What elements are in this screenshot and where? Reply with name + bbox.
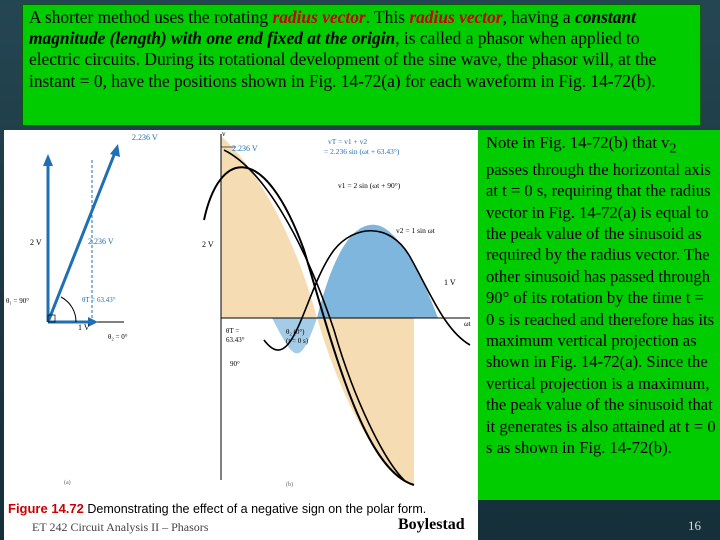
phasor-magnitude-top: 2.236 V bbox=[132, 133, 158, 142]
phasor-theta2: θ₂ = 0° bbox=[108, 333, 128, 341]
radius-vector-term-1: radius vector bbox=[272, 7, 366, 27]
figure-svg bbox=[4, 130, 478, 494]
radius-vector-term-2: radius vector bbox=[409, 7, 503, 27]
wave-thetaT-a: θT = bbox=[226, 327, 240, 335]
v1-equation: v1 = 2 sin (ωt + 90°) bbox=[338, 181, 401, 190]
page-number: 16 bbox=[688, 518, 701, 533]
wave-theta2-b: (t = 0 s) bbox=[286, 337, 309, 345]
intro-text-box bbox=[22, 4, 701, 126]
wave-theta2-a: θ₂ (0°) bbox=[286, 328, 305, 336]
wave-thetaT-b: 63.43° bbox=[226, 336, 245, 344]
caption-number: Figure 14.72 bbox=[8, 501, 84, 516]
waveform-diagram bbox=[202, 130, 471, 488]
phasor-tag-a: (a) bbox=[64, 480, 71, 486]
figure-14-72 bbox=[4, 130, 478, 494]
phasor-diagram bbox=[6, 133, 158, 486]
wave-90deg: 90° bbox=[230, 360, 240, 368]
phasor-vt-arrowhead bbox=[110, 144, 120, 157]
intro-text-2: . This bbox=[365, 7, 410, 27]
vt-equation-2: = 2.236 sin (ωt + 63.43°) bbox=[324, 147, 400, 156]
phasor-thetaT: θT = 63.43° bbox=[82, 296, 116, 304]
phasor-theta1: θ₁ = 90° bbox=[6, 297, 30, 305]
caption-text: Demonstrating the effect of a negative sign on the polar form. bbox=[83, 502, 427, 516]
wave-label-2v: 2 V bbox=[202, 240, 214, 249]
note-text-1: Note in Fig. 14-72(b) that v bbox=[486, 133, 670, 152]
wave-magnitude-top: 2.236 V bbox=[232, 144, 258, 153]
wave-tag-b: (b) bbox=[286, 482, 293, 488]
phasor-label-2v: 2 V bbox=[30, 238, 42, 247]
intro-text-3: , having a bbox=[502, 7, 576, 27]
intro-text-1: A shorter method uses the rotating bbox=[29, 7, 273, 27]
footer-author: Boylestad bbox=[398, 516, 465, 533]
note-text-2: passes through the horizontal axis at t = 0 s, requiring that the radius vector in Fig. 14-72(a) is equal to the peak value of the sinusoid as required by the radius vector. The other sinusoid has passed through 90° of its rotation by the time t = 0 s is reached and therefore has its maximum vertical projection as shown in Fig. 14-72(a). Since the vertical projection is a maximum, the peak value of the sinusoid that it generates is also attained at t = 0 s as shown in Fig. 14-72(b). bbox=[486, 159, 716, 457]
vt-equation-1: vT = v1 + v2 bbox=[328, 137, 368, 146]
phasor-v1-arrowhead bbox=[43, 154, 53, 166]
wave-label-v: v bbox=[222, 130, 226, 138]
intro-bold-phrase: constant magnitude (length) with one end fixed at the origin bbox=[29, 7, 636, 49]
vt-positive-fill bbox=[221, 136, 317, 318]
note-text-box bbox=[478, 130, 720, 500]
phasor-angle-arc bbox=[61, 297, 76, 322]
intro-text-4: , is called a phasor when applied to electric circuits. During its rotational development of the sine wave, the phasor will, at the instant = 0, have the positions shown in Fig. 14-72(a) for each waveform in Fig. 14-72(b). bbox=[29, 28, 657, 91]
phasor-magnitude-mid: 2.236 V bbox=[88, 237, 114, 246]
v2-equation: v2 = 1 sin ωt bbox=[396, 226, 435, 235]
v2-positive-fill bbox=[317, 225, 438, 318]
wave-axis-wt: ωt bbox=[464, 320, 471, 328]
phasor-label-1v: 1 V bbox=[78, 323, 90, 332]
note-subscript: 2 bbox=[669, 140, 677, 156]
footer-course: ET 242 Circuit Analysis II – Phasors bbox=[32, 520, 209, 534]
wave-label-1v: 1 V bbox=[444, 278, 456, 287]
